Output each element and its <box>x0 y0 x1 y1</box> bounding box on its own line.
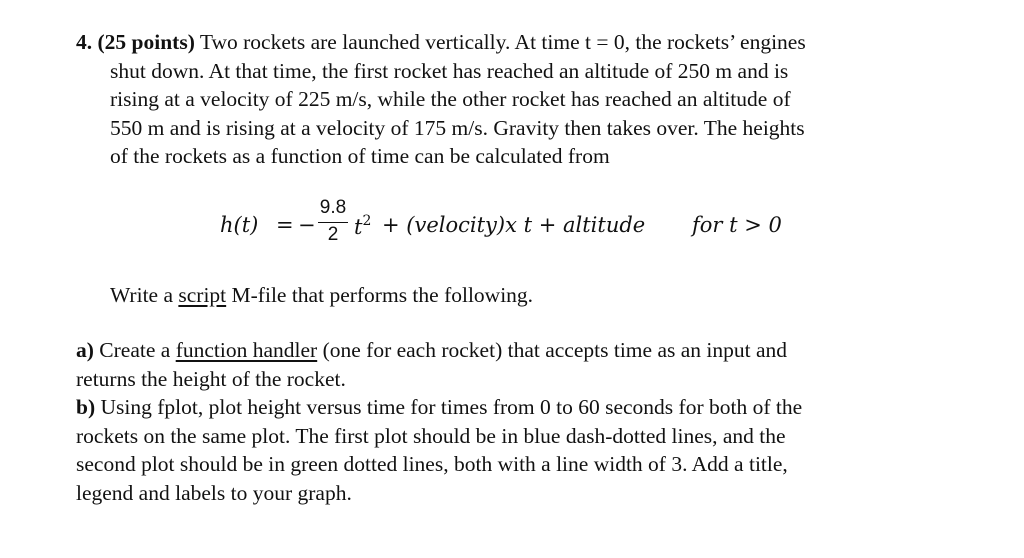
part-b-line-4: legend and labels to your graph. <box>76 480 352 505</box>
instruction-pre: Write a <box>110 283 179 307</box>
equation-minus: − <box>298 213 316 237</box>
height-equation <box>220 196 920 258</box>
part-b-line-2: rockets on the same plot. The first plot should be in blue dash-dotted lines, and the <box>76 423 786 448</box>
problem-line-1 <box>76 28 956 57</box>
problem-line-4: 550 m and is rising at a velocity of 175 m/s. Gravity then takes over. The heights <box>110 115 805 140</box>
problem-line-2: shut down. At that time, the first rocket has reached an altitude of 250 m and is <box>110 58 789 83</box>
part-a <box>76 336 956 365</box>
part-a-line-2: returns the height of the rocket. <box>76 366 346 391</box>
equation-rest: + (velocity)x t + altitude <box>382 213 646 237</box>
problem-number: 4. <box>76 30 93 54</box>
problem-text-1: Two rockets are launched vertically. At time t = 0, the rockets’ engines <box>199 30 806 54</box>
problem-points: (25 points) <box>97 30 195 54</box>
problem-line-3: rising at a velocity of 225 m/s, while the other rocket has reached an altitude of <box>110 87 791 111</box>
function-handler-underlined: function handler <box>175 338 318 362</box>
part-b-line-1: Using fplot, plot height versus time for times from 0 to 60 seconds for both of the <box>95 395 803 419</box>
equation-lhs: h(t) <box>220 213 259 237</box>
part-b <box>76 393 956 422</box>
instruction-post: M-file that performs the following. <box>226 283 534 307</box>
task-parts <box>76 336 956 507</box>
part-a-label: a) <box>76 338 94 362</box>
equation-exponent: 2 <box>362 213 372 229</box>
part-b-line-3: second plot should be in green dotted lines, both with a line width of 3. Add a title, <box>76 452 788 476</box>
fraction-denominator: 2 <box>327 224 339 245</box>
equation-t: t <box>354 215 363 239</box>
part-a-post: (one for each rocket) that accepts time as an input and <box>317 338 788 362</box>
part-b-label: b) <box>76 395 96 419</box>
equation-condition: for t > 0 <box>692 213 782 237</box>
equation-t-squared <box>354 213 371 239</box>
equation-fraction <box>314 196 352 247</box>
script-underlined: script <box>178 283 227 307</box>
problem-line-5: of the rockets as a function of time can be calculated from <box>110 144 610 168</box>
instruction-line <box>110 281 533 309</box>
part-a-pre: Create a <box>93 338 176 362</box>
fraction-numerator: 9.8 <box>319 197 347 218</box>
equation-equals: = <box>276 213 294 237</box>
problem-statement <box>76 28 956 171</box>
